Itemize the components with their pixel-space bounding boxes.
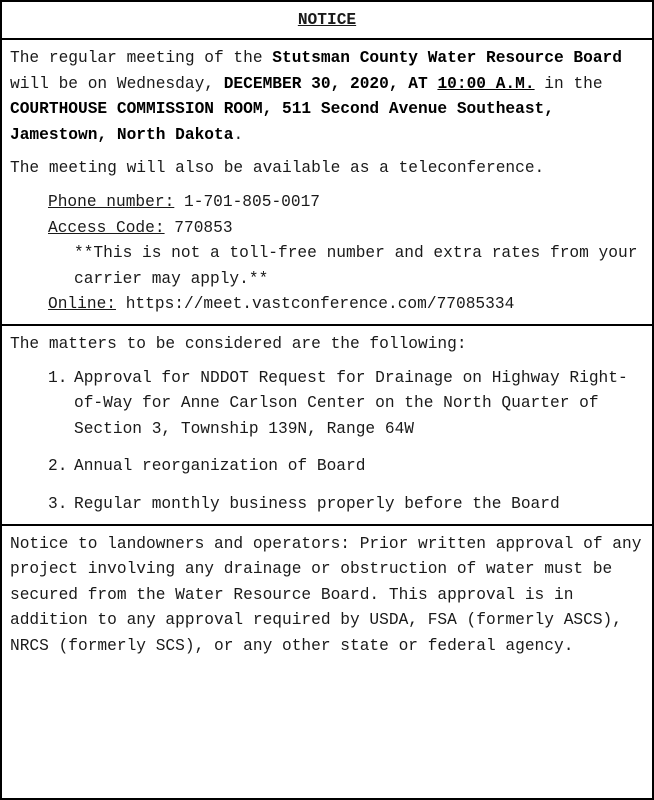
phone-line (10, 190, 644, 216)
teleconference-text: The meeting will also be available as a teleconference. (10, 159, 545, 178)
meeting-text-1: The regular meeting of the (10, 49, 273, 67)
phone-label: Phone number: (48, 192, 175, 211)
list-item (10, 454, 644, 480)
access-label: Access Code: (48, 218, 165, 237)
item-text: Annual reorganization of Board (74, 457, 366, 476)
phone-value: 1-701-805-0017 (174, 192, 321, 211)
online-line (10, 292, 644, 318)
matters-list (10, 366, 644, 518)
access-value: 770853 (164, 218, 233, 237)
online-link[interactable]: https://meet.vastconference.com/77085334 (116, 295, 515, 314)
landowners-notice: Notice to landowners and operators: Prior written approval of any project involving any drainage or obstruction of water must be secured from the Water Resource Board. This approval is in addition to any approval required by USDA, FSA (formerly ASCS), NRCS (formerly SCS), or any other state or federal agency. (10, 534, 642, 655)
item-text: Approval for NDDOT Request for Drainage on Highway Right-of-Way for Anne Carlson Center on the North Quarter of Section 3, Township 139N, Range 64W (74, 368, 628, 438)
meeting-location: COURTHOUSE COMMISSION ROOM, 511 Second Avenue Southeast, Jamestown, North Dakota (10, 100, 554, 144)
meeting-time: 10:00 A.M. (437, 74, 535, 93)
meeting-section (2, 40, 652, 326)
board-name: Stutsman County Water Resource Board (272, 49, 622, 67)
meeting-text-3: in the (534, 74, 603, 93)
item-number: 2. (48, 457, 68, 476)
matters-intro: The matters to be considered are the following: (10, 334, 467, 353)
toll-note: **This is not a toll-free number and extra rates from your carrier may apply.** (74, 244, 638, 288)
online-label: Online: (48, 295, 116, 314)
list-item (10, 492, 644, 518)
meeting-date: DECEMBER 30, 2020, AT (223, 74, 438, 93)
list-item (10, 366, 644, 443)
meeting-text-4: . (233, 125, 244, 144)
notice-title: NOTICE (2, 2, 652, 40)
landowners-section (2, 526, 652, 666)
meeting-paragraph (10, 46, 644, 148)
item-text: Regular monthly business properly before the Board (74, 494, 560, 513)
access-line (10, 216, 644, 242)
item-number: 3. (48, 494, 68, 513)
item-number: 1. (48, 368, 68, 387)
matters-section (2, 326, 652, 526)
meeting-text-2: will be on Wednesday, (10, 74, 224, 93)
